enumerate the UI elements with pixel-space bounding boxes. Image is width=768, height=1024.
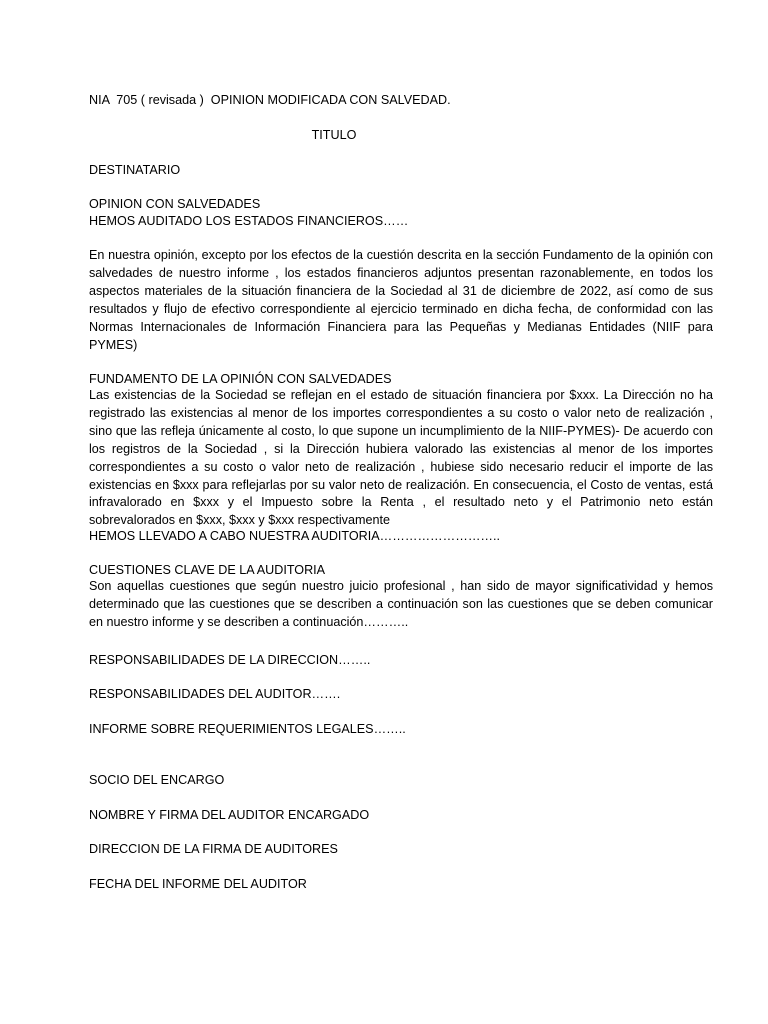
key-matters-paragraph: Son aquellas cuestiones que según nuestro juicio profesional , han sido de mayor significatividad y hemos determinado que las cuestiones que se describen a continuación son las cuestiones que se deben comunicar en nuestro informe y se describen a continuación……….. xyxy=(89,579,713,629)
opinion-paragraph: En nuestra opinión, excepto por los efectos de la cuestión descrita en la sección Fundamento de la opinión con salvedades de nuestro informe , los estados financieros adjuntos presentan razonablemente, en todos los aspectos materiales de la situación financiera de la Sociedad al 31 de diciembre de 2022, así como de sus resultados y flujo de efectivo correspondiente al ejercicio terminado en dicha fecha, de conformidad con las Normas Internacionales de Información Financiera para las Pequeñas y Medianas Entidades (NIIF para PYMES) xyxy=(89,248,713,352)
section-auditor-responsibilities: RESPONSABILIDADES DEL AUDITOR……. xyxy=(89,687,341,701)
signature-firm-address: DIRECCION DE LA FIRMA DE AUDITORES xyxy=(89,842,338,856)
recipient: DESTINATARIO xyxy=(89,163,181,177)
basis-closing: HEMOS LLEVADO A CABO NUESTRA AUDITORIA……………………….. xyxy=(89,529,501,543)
document-heading: NIA 705 ( revisada ) OPINION MODIFICADA CON SALVEDAD. xyxy=(89,93,451,107)
opinion-heading: OPINION CON SALVEDADES xyxy=(89,197,261,211)
key-matters-heading: CUESTIONES CLAVE DE LA AUDITORIA xyxy=(89,563,326,577)
section-management-responsibilities: RESPONSABILIDADES DE LA DIRECCION…….. xyxy=(89,653,371,667)
section-legal-requirements: INFORME SOBRE REQUERIMIENTOS LEGALES…….. xyxy=(89,722,406,736)
opinion-subheading: HEMOS AUDITADO LOS ESTADOS FINANCIEROS…… xyxy=(89,214,409,228)
signature-auditor-name: NOMBRE Y FIRMA DEL AUDITOR ENCARGADO xyxy=(89,808,370,822)
signature-report-date: FECHA DEL INFORME DEL AUDITOR xyxy=(89,877,307,891)
basis-paragraph: Las existencias de la Sociedad se reflejan en el estado de situación financiera por $xxx. La Dirección no ha registrado las existencias al menor de los importes correspondientes a su costo o valor neto de realización , sino que las refleja únicamente al costo, lo que supone un incumplimiento de la NIIF-PYMES)- De acuerdo con los registros de la Sociedad , si la Dirección hubiera valorado las existencias al menor de los importes correspondientes a su costo o valor neto de realización , hubiese sido necesario reducir el importe de las existencias en $xxx para reflejarlas por su valor neto de realización. En consecuencia, el Costo de ventas, está infravalorado en $xxx y el Impuesto sobre la Renta , el resultado neto y el Patrimonio neto están sobrevalorados en $xxx, $xxx y $xxx respectivamente xyxy=(89,388,713,528)
basis-heading: FUNDAMENTO DE LA OPINIÓN CON SALVEDADES xyxy=(89,372,392,386)
signature-engagement-partner: SOCIO DEL ENCARGO xyxy=(89,773,225,787)
document-page xyxy=(89,0,713,1024)
document-title: TITULO xyxy=(311,128,357,142)
